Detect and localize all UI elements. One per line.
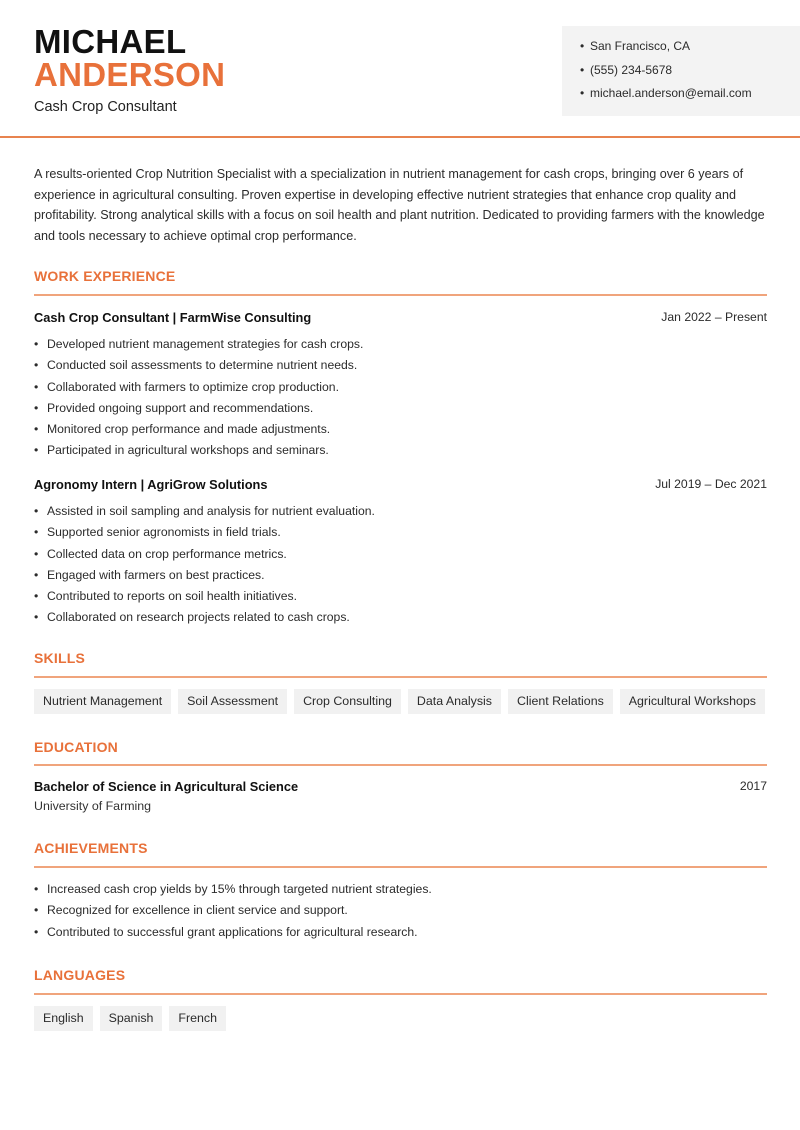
language-tag: English xyxy=(34,1006,93,1031)
section-divider xyxy=(34,993,767,995)
graduation-year: 2017 xyxy=(739,779,767,793)
bullet-text: Contributed to successful grant applications for agricultural research. xyxy=(47,924,418,939)
section-divider xyxy=(34,866,767,868)
list-item xyxy=(34,421,764,442)
languages-list xyxy=(34,1006,226,1031)
bullet-text: Engaged with farmers on best practices. xyxy=(47,567,265,582)
bullet-text: Participated in agricultural workshops and seminars. xyxy=(47,443,329,458)
section-title-education: EDUCATION xyxy=(34,739,118,755)
section-title-skills: SKILLS xyxy=(34,650,85,666)
skill-tag: Soil Assessment xyxy=(178,689,287,714)
achievement-bullets xyxy=(34,881,764,945)
list-item xyxy=(34,400,764,421)
list-item xyxy=(34,357,764,378)
job-bullets xyxy=(34,503,764,631)
skill-tag: Agricultural Workshops xyxy=(620,689,765,714)
bullet-text: Collaborated on research projects related to cash crops. xyxy=(47,610,350,625)
skill-tag: Data Analysis xyxy=(408,689,501,714)
first-name: MICHAEL xyxy=(34,23,187,60)
skill-tag: Crop Consulting xyxy=(294,689,401,714)
email-text: michael.anderson@email.com xyxy=(590,86,752,100)
bullet-icon: • xyxy=(34,337,39,351)
contact-phone xyxy=(580,62,800,86)
contact-email xyxy=(580,85,800,109)
bullet-icon: • xyxy=(34,379,39,394)
bullet-icon: • xyxy=(34,504,39,518)
bullet-icon: • xyxy=(34,546,39,561)
bullet-text: Contributed to reports on soil health initiatives. xyxy=(47,589,297,604)
bullet-icon: • xyxy=(34,567,39,582)
list-item xyxy=(34,609,764,630)
list-item xyxy=(34,442,764,463)
bullet-icon: • xyxy=(34,525,39,540)
bullet-text: Collaborated with farmers to optimize crop production. xyxy=(47,379,339,394)
contact-location xyxy=(580,38,800,62)
bullet-text: Supported senior agronomists in field trials. xyxy=(47,525,281,540)
job-title-entry: Agronomy Intern | AgriGrow Solutions xyxy=(34,477,268,492)
skill-tag: Nutrient Management xyxy=(34,689,171,714)
bullet-text: Assisted in soil sampling and analysis for nutrient evaluation. xyxy=(47,504,375,518)
list-item xyxy=(34,524,764,545)
list-item xyxy=(34,546,764,567)
bullet-text: Developed nutrient management strategies for cash crops. xyxy=(47,337,364,351)
bullet-icon: • xyxy=(34,443,39,458)
bullet-text: Monitored crop performance and made adjustments. xyxy=(47,422,331,437)
bullet-text: Collected data on crop performance metrics. xyxy=(47,546,287,561)
list-item xyxy=(34,902,764,923)
job-title-entry: Cash Crop Consultant | FarmWise Consulting xyxy=(34,310,312,325)
location-text: San Francisco, CA xyxy=(590,39,691,53)
list-item xyxy=(34,567,764,588)
language-tag: French xyxy=(169,1006,226,1031)
bullet-icon: • xyxy=(580,39,585,53)
bullet-icon: • xyxy=(580,86,585,100)
job-dates: Jul 2019 – Dec 2021 xyxy=(655,477,767,491)
section-title-work: WORK EXPERIENCE xyxy=(34,268,176,284)
section-title-languages: LANGUAGES xyxy=(34,967,126,983)
job-title: Cash Crop Consultant xyxy=(34,99,177,115)
phone-text: (555) 234-5678 xyxy=(590,62,673,77)
bullet-text: Conducted soil assessments to determine nutrient needs. xyxy=(47,358,358,373)
degree-title: Bachelor of Science in Agricultural Science xyxy=(34,779,299,794)
language-tag: Spanish xyxy=(100,1006,163,1031)
list-item xyxy=(34,924,764,945)
job-bullets xyxy=(34,336,764,464)
bullet-text: Increased cash crop yields by 15% through targeted nutrient strategies. xyxy=(47,882,432,896)
bullet-icon: • xyxy=(34,400,39,415)
resume-header xyxy=(0,0,800,138)
list-item xyxy=(34,336,764,357)
bullet-icon: • xyxy=(34,422,39,437)
section-title-achievements: ACHIEVEMENTS xyxy=(34,840,148,856)
contact-box xyxy=(562,26,800,116)
bullet-icon: • xyxy=(34,924,39,939)
list-item xyxy=(34,379,764,400)
bullet-text: Recognized for excellence in client service and support. xyxy=(47,903,348,918)
section-divider xyxy=(34,676,767,678)
section-divider xyxy=(34,294,767,296)
section-divider xyxy=(34,764,767,766)
bullet-icon: • xyxy=(34,589,39,604)
list-item xyxy=(34,503,764,524)
job-dates: Jan 2022 – Present xyxy=(661,310,767,324)
list-item xyxy=(34,588,764,609)
bullet-text: Provided ongoing support and recommendations. xyxy=(47,400,314,415)
list-item xyxy=(34,881,764,902)
bullet-icon: • xyxy=(34,903,39,918)
skill-tag: Client Relations xyxy=(508,689,613,714)
skills-list xyxy=(34,689,765,714)
summary-paragraph: A results-oriented Crop Nutrition Specialist with a specialization in nutrient management for cash crops, bringing over 6 years of experience in agricultural consulting. Proven expertise in developing effective nutrient strategies that enhance crop quality and profitability. Strong analytical skills with a focus on soil health and plant nutrition. Dedicated to providing farmers with the knowledge and tools necessary to achieve optimal crop performance. xyxy=(34,167,765,243)
last-name: ANDERSON xyxy=(34,56,226,93)
bullet-icon: • xyxy=(34,358,39,373)
bullet-icon: • xyxy=(580,62,585,77)
school-name: University of Farming xyxy=(34,799,152,813)
bullet-icon: • xyxy=(34,882,39,896)
bullet-icon: • xyxy=(34,610,39,625)
